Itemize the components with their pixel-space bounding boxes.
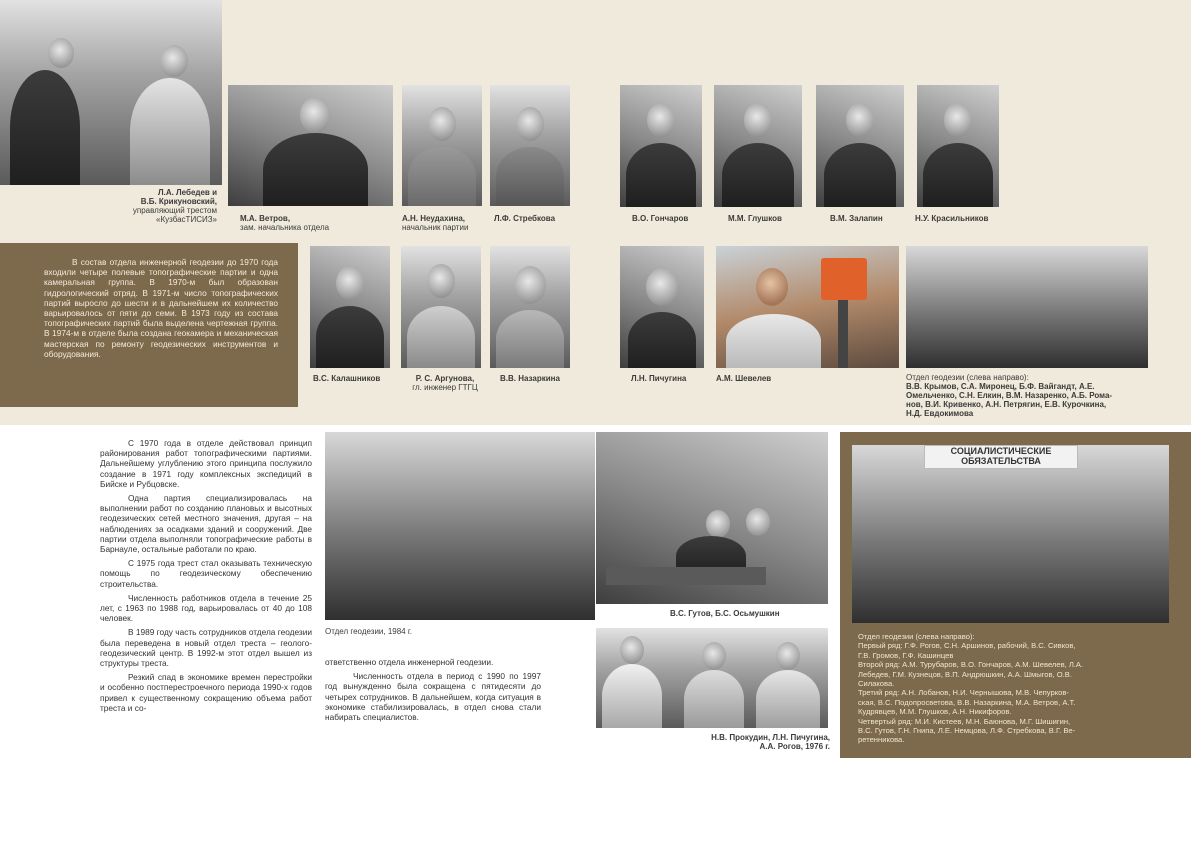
photo-glushkov xyxy=(714,85,802,207)
photo-gutov-osmushkin xyxy=(596,432,828,604)
caption-vetrov: М.А. Ветров, зам. начальника отдела xyxy=(240,214,330,232)
caption-glushkov: М.М. Глушков xyxy=(728,214,782,223)
caption-prokudin: Н.В. Прокудин, Л.Н. Пичугина, А.А. Рогов, 1976 г. xyxy=(711,733,830,751)
caption-lebedev: Л.А. Лебедев и В.Б. Крикуновский, управляющий трестом «КузбасТИСИЗ» xyxy=(132,188,217,224)
body-column-2: ответственно отдела инженерной геодезии. Численность отдела в период с 1990 по 1997 год вынужденно была сокращена с пятидесяти до четырех сотрудников. В дальнейшем, когда ситуация в экономике стабилизировалась, в отдел снова стали набирать специалистов. xyxy=(325,657,541,723)
body-column-1: С 1970 года в отделе действовал принцип районирования работ топографическими партиями. Дальнейшему углублению этого принципа послужило создание в 1971 году комплексных экспедиций в Бийске и Рубцовске. Одна партия специализировалась на выполнении работ по созданию плановых и высотных геодезических сетей местного значения, другая – на наблюдениях за осадками зданий и сооружений. Две партии отдела выполняли топографические работы в Барнауле, остальные работали по краю. С 1975 года трест стал оказывать техническую помощь по геодезическому обеспечению строительства. Численность работников отдела в течение 25 лет, с 1963 по 1988 год, варьировалась от 40 до 108 человек. В 1989 году часть сотрудников отдела геодезии была переведена в новый отдел треста – геолого-геодезический центр. В 1992-м этот отдел вышел из структуры треста. Резкий спад в экономике времен перестройки и особенно постперестроечного периода 1990-х годов привел к существенному сокращению объема работ треста и со- xyxy=(100,438,312,713)
photo-argunova xyxy=(401,246,481,368)
photo-kalashnikov xyxy=(310,246,390,368)
caption-group-top: Отдел геодезии (слева направо): В.В. Крымов, С.А. Миронец, Б.Ф. Вайгандт, А.Е. Омельченко, С.Н. Елкин, В.М. Назаренко, А.Б. Рома- нов, В.И. Кривенко, А.Н. Петрягин, Е.В. Курочкина, Н.Д. Евдокимова xyxy=(906,373,1113,418)
photo-krasilnikov xyxy=(917,85,999,207)
caption-group-1984: Отдел геодезии, 1984 г. xyxy=(325,627,413,636)
sign-socialist-obligations: СОЦИАЛИСТИЧЕСКИЕ ОБЯЗАТЕЛЬСТВА xyxy=(924,445,1078,469)
photo-group-1984 xyxy=(325,432,595,620)
photo-group-large xyxy=(852,445,1169,623)
photo-neudakhina xyxy=(402,85,482,206)
caption-pichugina: Л.Н. Пичугина xyxy=(631,374,687,383)
caption-group-large: Отдел геодезии (слева направо): Первый ряд: Г.Ф. Рогов, С.Н. Аршинов, рабочий, В.С. Сивков, Г.В. Громов, Г.Ф. Кашинцев Второй ряд: А.М. Турубаров, В.О. Гончаров, А.М. Шевелев, Л.А. Лебедев, Г.М. Кузнецов, В.П. Андрюшкин, А.А. Шмыгов, О.В. Силакова. Третий ряд: А.Н. Лобанов, Н.И. Чернышова, М.В. Чепурков- ская, В.С. Подопросветова, В.В. Назаркина, М.А. Ветров, А.Т. Кудрявцев, М.М. Глушков, А.Н. Никифоров. Четвертый ряд: М.И. Кистеев, М.Н. Баюнова, М.Г. Шишигин, В.С. Гутов, Г.Н. Гнипа, Л.Е. Немцова, Л.Ф. Стребкова, В.Г. Ве- ретенникова. xyxy=(858,632,1084,745)
caption-neudakhina: А.Н. Неудахина, начальник партии xyxy=(402,214,469,232)
caption-nazarkina: В.В. Назаркина xyxy=(500,374,560,383)
caption-gutov: В.С. Гутов, Б.С. Осьмушкин xyxy=(670,609,780,618)
photo-lebedev-krikunovsky xyxy=(0,0,222,185)
photo-group-top xyxy=(906,246,1148,368)
photo-strebkova xyxy=(490,85,570,206)
caption-argunova: Р. С. Аргунова, гл. инженер ГТГЦ xyxy=(412,374,478,392)
photo-nazarkina xyxy=(490,246,570,368)
intro-text: В состав отдела инженерной геодезии до 1970 года входили четыре полевые топографические партии и одна камеральная группа. В 1970-м был образован гидрологический отряд. В 1971-м число топографических партий выросло до шести и в дальнейшем их количество варьировалось от пяти до семи. В 1973 году из состава топографических партий была выделена чертежная группа. В 1974-м в отделе была создана геокамера и механическая мастерская по ремонту геодезических инструментов и оборудования. xyxy=(44,257,278,359)
photo-zalapin xyxy=(816,85,904,207)
photo-shevelev xyxy=(716,246,899,368)
caption-krasilnikov: Н.У. Красильников xyxy=(915,214,989,223)
caption-zalapin: В.М. Залапин xyxy=(830,214,883,223)
photo-prokudin-pichugina-rogov xyxy=(596,628,828,728)
caption-goncharov: В.О. Гончаров xyxy=(632,214,689,223)
photo-pichugina xyxy=(620,246,704,368)
caption-shevelev: А.М. Шевелев xyxy=(716,374,772,383)
caption-strebkova: Л.Ф. Стребкова xyxy=(494,214,556,223)
caption-kalashnikov: В.С. Калашников xyxy=(313,374,381,383)
photo-vetrov xyxy=(228,85,393,206)
photo-goncharov xyxy=(620,85,702,207)
